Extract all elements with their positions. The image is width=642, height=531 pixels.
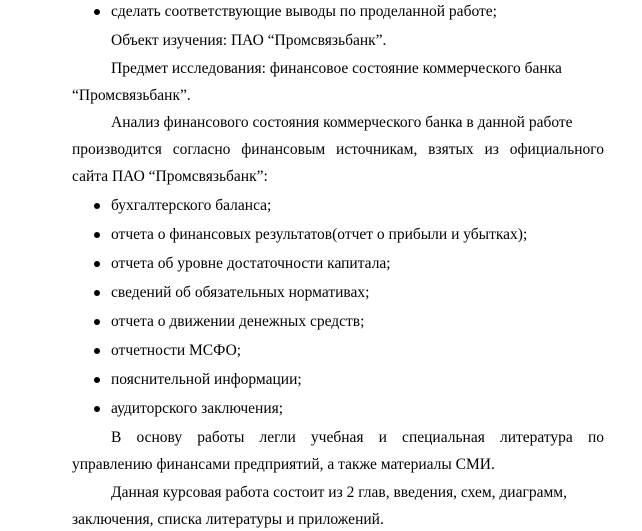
- literature-line-1: В основу работы легли учебная и специальная литература по: [111, 429, 604, 446]
- bullet-dot: [94, 232, 100, 238]
- structure-line-1: Данная курсовая работа состоит из 2 глав, введения, схем, диаграмм,: [111, 484, 567, 501]
- analysis-line-2: производится согласно финансовым источникам, взятых из официального: [72, 141, 604, 158]
- bullet-dot: [94, 406, 100, 412]
- source-item: отчета о движении денежных средств;: [111, 313, 365, 330]
- source-item: аудиторского заключения;: [111, 400, 284, 417]
- bullet-dot: [94, 290, 100, 296]
- source-item: пояснительной информации;: [111, 371, 302, 388]
- source-item: сведений об обязательных нормативах;: [111, 284, 370, 301]
- bullet-dot: [94, 9, 100, 15]
- source-item: отчетности МСФО;: [111, 342, 242, 359]
- bullet-dot: [94, 377, 100, 383]
- source-item: отчета о финансовых результатов(отчет о прибыли и убытках);: [111, 226, 528, 243]
- research-object: Объект изучения: ПАО “Промсвязьбанк”.: [111, 32, 387, 49]
- intro-bullet-text: сделать соответствующие выводы по проделанной работе;: [111, 3, 497, 20]
- subject-line-1: Предмет исследования: финансовое состояние коммерческого банка: [111, 60, 562, 77]
- bullet-dot: [94, 261, 100, 267]
- source-item: отчета об уровне достаточности капитала;: [111, 255, 391, 272]
- bullet-dot: [94, 203, 100, 209]
- subject-line-2: “Промсвязьбанк”.: [72, 87, 191, 104]
- literature-line-2: управлению финансами предприятий, а также материалы СМИ.: [72, 456, 495, 473]
- analysis-line-1: Анализ финансового состояния коммерческого банка в данной работе: [111, 114, 573, 131]
- analysis-line-3: сайта ПАО “Промсвязьбанк”:: [72, 168, 268, 185]
- source-item: бухгалтерского баланса;: [111, 197, 272, 214]
- bullet-dot: [94, 319, 100, 325]
- bullet-dot: [94, 348, 100, 354]
- structure-line-2: заключения, списка литературы и приложений.: [72, 511, 384, 528]
